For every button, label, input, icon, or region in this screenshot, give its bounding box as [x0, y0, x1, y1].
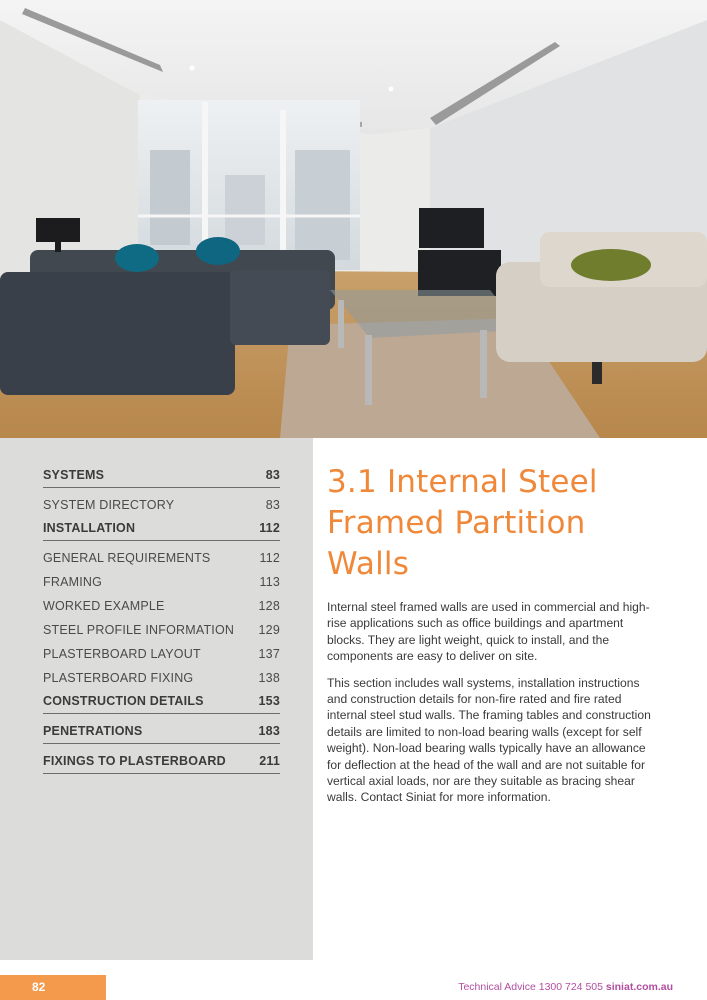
- toc-label: CONSTRUCTION DETAILS: [43, 694, 204, 708]
- toc-page: 112: [259, 551, 280, 565]
- toc-label: PLASTERBOARD FIXING: [43, 671, 194, 685]
- toc-label: INSTALLATION: [43, 521, 136, 535]
- toc-item-steel-profile-information[interactable]: [43, 623, 280, 637]
- page-number-tab: [0, 975, 106, 1000]
- technical-advice-text: Technical Advice 1300 724 505: [458, 981, 606, 993]
- toc-page: 113: [259, 575, 280, 589]
- toc-item-plasterboard-layout[interactable]: [43, 647, 280, 661]
- scope-paragraph: This section includes wall systems, installation instructions and construction details for non-fire rated and fire rated internal steel stud walls. The framing tables and construction details are limited to non-load bearing walls (except for self weight). Non-load bearing walls typically have an allowance for deflection at the head of the wall and are not suitable for vertical axial loads, nor are they suitable as bracing shear walls. Contact Siniat for more information.: [327, 675, 651, 805]
- toc-page: 128: [258, 599, 280, 613]
- toc-label: GENERAL REQUIREMENTS: [43, 551, 211, 565]
- intro-paragraph: Internal steel framed walls are used in commercial and high-rise applications such as office buildings and apartment blocks. They are light weight, quick to install, and the components are easy to deliver on site.: [327, 600, 650, 664]
- toc-page: 138: [258, 671, 280, 685]
- toc-item-framing[interactable]: [43, 575, 280, 589]
- section-title-line: Walls: [327, 546, 410, 582]
- toc-label: FIXINGS TO PLASTERBOARD: [43, 754, 226, 768]
- toc-item-general-requirements[interactable]: [43, 551, 280, 565]
- toc-page: 83: [265, 498, 280, 512]
- toc-item-plasterboard-fixing[interactable]: [43, 671, 280, 685]
- section-title-line: Framed Partition: [327, 505, 586, 541]
- toc-label: WORKED EXAMPLE: [43, 599, 165, 613]
- toc-page: 137: [258, 647, 280, 661]
- toc-page: 183: [258, 724, 280, 738]
- toc-label: PLASTERBOARD LAYOUT: [43, 647, 201, 661]
- toc-page: 153: [258, 694, 280, 708]
- toc-label: PENETRATIONS: [43, 724, 143, 738]
- section-content: [327, 462, 657, 806]
- toc-item-system-directory[interactable]: [43, 498, 280, 512]
- toc-item-fixings-to-plasterboard[interactable]: [43, 754, 280, 774]
- toc-label: SYSTEM DIRECTORY: [43, 498, 175, 512]
- website-link[interactable]: siniat.com.au: [605, 981, 673, 993]
- toc-item-systems[interactable]: [43, 468, 280, 488]
- section-title: [327, 462, 657, 585]
- toc-item-penetrations[interactable]: [43, 724, 280, 744]
- toc-item-construction-details[interactable]: [43, 694, 280, 714]
- toc-page: 129: [258, 623, 280, 637]
- toc-label: SYSTEMS: [43, 468, 105, 482]
- toc-page: 211: [259, 754, 280, 768]
- toc-item-installation[interactable]: [43, 521, 280, 541]
- page-number: 82: [32, 980, 46, 994]
- toc-page: 112: [259, 521, 280, 535]
- section-title-line: 3.1 Internal Steel: [327, 464, 598, 500]
- footer-contact: [458, 981, 673, 993]
- toc-page: 83: [265, 468, 280, 482]
- toc-label: STEEL PROFILE INFORMATION: [43, 623, 235, 637]
- toc-list: [43, 468, 280, 774]
- toc-panel: [0, 438, 313, 960]
- hero-photo-living-room: [0, 0, 707, 438]
- toc-item-worked-example[interactable]: [43, 599, 280, 613]
- toc-label: FRAMING: [43, 575, 103, 589]
